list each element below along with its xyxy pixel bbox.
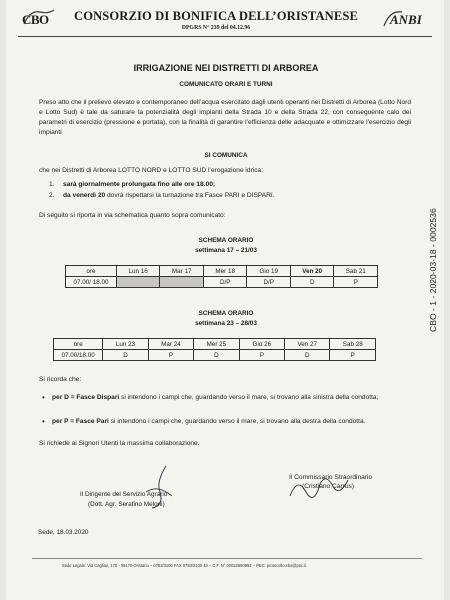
list-item-bold: da venerdì 20 [63, 192, 106, 199]
dirigente-name: (Dott. Agr. Serafino Meloni) [88, 501, 165, 508]
table-header-row [66, 266, 378, 277]
list-item [49, 192, 275, 199]
dirigente-title: Il Dirigente del Servizio Agrario [80, 491, 168, 498]
table-cell: P [334, 277, 378, 288]
svg-text:ANBI: ANBI [390, 12, 422, 27]
organization-decree: DPGRS N° 239 del 04.12.96 [181, 25, 251, 31]
schema2-title: SCHEMA ORARIO [198, 310, 254, 317]
bullet-bold: per D = Fasce Dispari [52, 394, 120, 401]
document-date: Sede, 18.03.2020 [38, 529, 89, 536]
table-header-cell: Ven 27 [285, 339, 330, 350]
protocol-stamp: CBO - 1 - 2020-03-18 - 0002536 [428, 208, 438, 332]
bullet-item [42, 416, 412, 427]
table-cell: P [148, 350, 193, 361]
schema2-period: settimana 23 – 28/03 [195, 320, 257, 327]
bullet-bold: per P = Fasce Pari [52, 418, 109, 425]
table-header-cell: Sab 28 [330, 339, 376, 350]
table-cell [160, 277, 204, 288]
table-cell: D/P [247, 277, 291, 288]
table-cell: D [103, 350, 148, 361]
footer-divider [32, 558, 422, 559]
table-header-cell: Mer 25 [194, 339, 239, 350]
commissario-signature [284, 466, 354, 511]
list-item-bold: sarà giornalmente prolungata fino alle ore 18.00; [63, 181, 216, 188]
intro-paragraph: Preso atto che il prelievo elevato e contemporaneo dell’acqua esercitato dagli utenti operanti nei Distretti di Arborea (Lotto Nord e Lotto Sud) è tale da saturare la potenzialità degli impianti della Strada 10 e della Strada 22, con conseguente calo dei parametri di esercizio (pressione e portata), con la finalità di garantire l’efficienza delle adacquate e ottimizzare l’esercizio degli impianti [39, 99, 411, 136]
table-header-row [54, 339, 376, 350]
list-item [49, 181, 215, 188]
table-cell: D/P [203, 277, 247, 288]
bullet-icon: • [42, 393, 45, 402]
organization-title: CONSORZIO DI BONIFICA DELL’ORISTANESE [74, 9, 358, 23]
schema1-title: SCHEMA ORARIO [198, 237, 254, 244]
si-comunica-heading: SI COMUNICA [204, 152, 248, 159]
bullet-item [42, 392, 412, 403]
schema-intro: Di seguito si riporta in via schematica quanto sopra comunicato: [39, 212, 226, 219]
table-header-cell: Gio 26 [239, 339, 284, 350]
schema1-period: settimana 17 – 21/03 [195, 247, 257, 254]
table-header-cell: ore [54, 339, 103, 350]
table-cell [116, 277, 160, 288]
table-cell: D [285, 350, 330, 361]
anbi-logo [376, 4, 428, 32]
footer-address: Sede Legale: Via Cagliari, 170 - 09170 Oristano – 0783/3100 FAX 0783/3100 43 – C.F. N° 00022690952 – PEC: protocollo.cbo@pec.it [62, 563, 307, 568]
dirigente-signature [126, 462, 196, 517]
commissario-title: Il Commissario Straordinario [289, 474, 373, 481]
table-header-cell: Ven 20 [290, 266, 334, 277]
document-subtitle: COMUNICATO ORARI E TURNI [179, 81, 273, 88]
bullet-text: si intendono i campi che, guardando verso il mare, si trovano alla destra della condotta. [108, 418, 366, 425]
list-item-number: 1. [49, 181, 55, 188]
list-item-number: 2. [49, 192, 55, 199]
table-row [66, 277, 378, 288]
table-header-cell: Sab 21 [334, 266, 378, 277]
bullet-icon: • [42, 417, 45, 426]
table-cell: D [290, 277, 334, 288]
cbo-logo: CBO [20, 6, 60, 28]
table-cell: P [330, 350, 376, 361]
schema2-table [53, 338, 376, 361]
table-header-cell: Gio 19 [247, 266, 291, 277]
header-divider [18, 36, 432, 37]
table-header-cell: Mar 24 [148, 339, 193, 350]
table-cell: 07.00/ 18.00 [66, 277, 117, 288]
notice-intro: che nei Distretti di Arborea LOTTO NORD e LOTTO SUD l’erogazione idrica: [39, 167, 264, 174]
table-header-cell: Lun 16 [116, 266, 160, 277]
bullet-text: si intendono i campi che, guardando verso il mare, si trovano alla sinistra della condotta; [119, 394, 379, 401]
table-row [54, 350, 376, 361]
list-item-text: dovrà rispettarsi la turnazione tra Fasce PARI e DISPARI. [105, 192, 275, 199]
ricorda-text: Si ricorda che: [39, 376, 82, 383]
schema1-table [65, 265, 378, 288]
collaboration-request: Si richiede ai Signori Utenti la massima collaborazione. [39, 440, 200, 447]
document-title: IRRIGAZIONE NEI DISTRETTI DI ARBOREA [133, 63, 319, 73]
table-header-cell: Mar 17 [160, 266, 204, 277]
table-header-cell: Lun 23 [103, 339, 148, 350]
table-header-cell: Mer 18 [203, 266, 247, 277]
table-header-cell: ore [66, 266, 117, 277]
commissario-name: (Cristiano Carrus) [302, 483, 355, 490]
table-cell: P [239, 350, 284, 361]
table-cell: D [194, 350, 239, 361]
table-cell: 07.00/18.00 [54, 350, 103, 361]
document-page [6, 0, 444, 600]
